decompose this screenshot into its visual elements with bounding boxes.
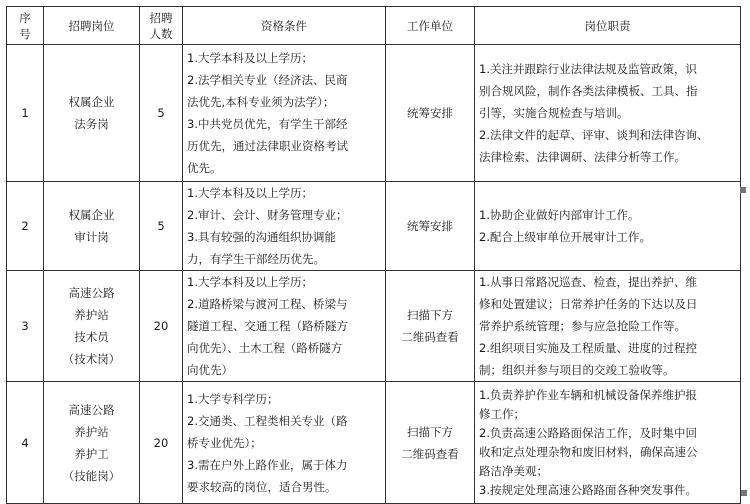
header-unit: 工作单位: [386, 7, 475, 45]
row-unit: 扫描下方 二维码查看: [386, 382, 475, 504]
row-count: 5: [140, 182, 183, 271]
header-duties: 岗位职责: [475, 7, 741, 45]
table-row: [7, 382, 741, 504]
table-row: [7, 182, 741, 271]
header-seq: 序 号: [7, 7, 44, 45]
header-row: [7, 7, 741, 45]
row-duties: 1.协助企业做好内部审计工作。 2.配合上级审单位开展审计工作。: [475, 182, 741, 271]
row-qualifications: 1.大学本科及以上学历； 2.道路桥梁与渡河工程、桥梁与 隧道工程、交通工程（路桥隧方 向优先）、土木工程（路桥隧方 向优先）: [183, 271, 386, 382]
row-duties: 1.关注并跟踪行业法律法规及监管政策，识 别合规风险，制作各类法律模板、工具、指 引等，实施合规检查与培训。 2.法律文件的起草、评审、谈判和法律咨询、 法律检索、法律调研、法律分析等工作。: [475, 45, 741, 182]
row-qualifications: 1.大学本科及以上学历； 2.法学相关专业（经济法、民商 法优先,本科专业须为法学）； 3.中共党员优先，有学生干部经 历优先，通过法律职业资格考试 优先。: [183, 45, 386, 182]
row-seq: 3: [7, 271, 44, 382]
row-qualifications: 1.大学专科学历； 2.交通类、工程类相关专业（路 桥专业优先）； 3.需在户外上路作业，属于体力 要求较高的岗位，适合男性。: [183, 382, 386, 504]
row-seq: 4: [7, 382, 44, 504]
table-row: [7, 271, 741, 382]
row-seq: 1: [7, 45, 44, 182]
row-duties: 1.从事日常路况巡查、检查，提出养护、维 修和处置建议；日常养护任务的下达以及日 常养护系统管理；参与应急抢险工作等。 2.组织项目实施及工程质量、进度的过程控 制；组织并参与项目的交竣工验收等。: [475, 271, 741, 382]
header-count: 招聘 人数: [140, 7, 183, 45]
row-duties: 1.负责养护作业车辆和机械设备保养维护报 修工作； 2.负责高速公路路面保洁工作，及时集中回 收和定点处理杂物和废旧材料，确保高速公 路洁净美观； 3.按规定处理高速公路路面各种突发事件。: [475, 382, 741, 504]
table-resize-handle[interactable]: [740, 187, 746, 193]
row-unit: 扫描下方 二维码查看: [386, 271, 475, 382]
table-row: [7, 45, 741, 182]
table-resize-handle[interactable]: [741, 490, 747, 496]
row-seq: 2: [7, 182, 44, 271]
row-qualifications: 1.大学本科及以上学历； 2.审计、会计、财务管理专业； 3.具有较强的沟通组织协调能 力，有学生干部经历优先。: [183, 182, 386, 271]
row-count: 5: [140, 45, 183, 182]
row-count: 20: [140, 382, 183, 504]
recruitment-table: [6, 6, 741, 504]
header-position: 招聘岗位: [44, 7, 140, 45]
row-position: 权属企业 法务岗: [44, 45, 140, 182]
header-qualifications: 资格条件: [183, 7, 386, 45]
row-count: 20: [140, 271, 183, 382]
row-unit: 统筹安排: [386, 182, 475, 271]
row-position: 高速公路 养护站 技术员 （技术岗）: [44, 271, 140, 382]
row-position: 权属企业 审计岗: [44, 182, 140, 271]
row-position: 高速公路 养护站 养护工 （技能岗）: [44, 382, 140, 504]
row-unit: 统筹安排: [386, 45, 475, 182]
